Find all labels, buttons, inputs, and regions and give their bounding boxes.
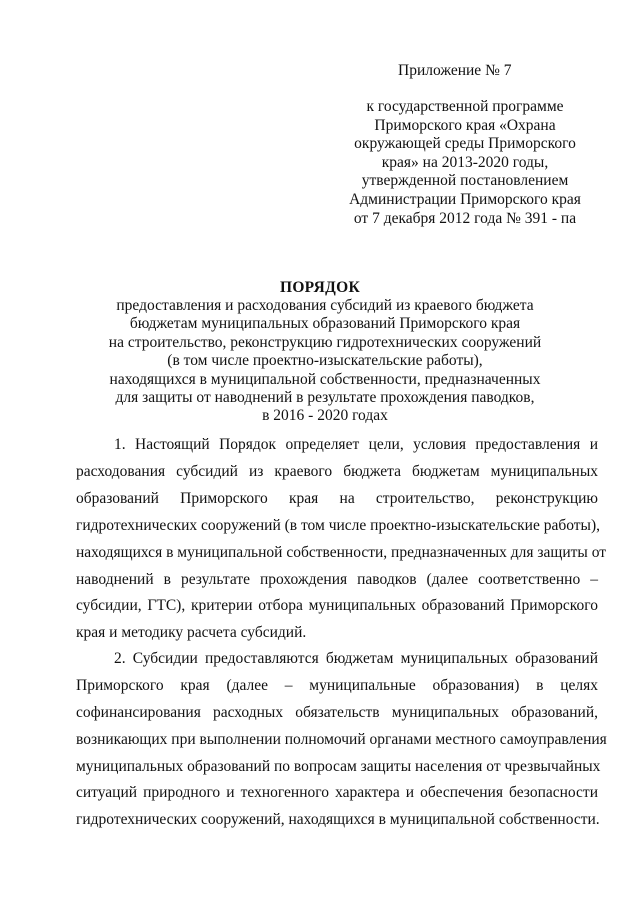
paragraph-1-line: наводнений в результате прохождения паводков (далее соответственно – (76, 571, 598, 588)
appendix-line: Администрации Приморского края (349, 190, 581, 208)
paragraph-2-line: возникающих при выполнении полномочий органами местного самоуправления (76, 731, 607, 748)
appendix-line: края» на 2013-2020 годы, (381, 153, 549, 171)
appendix-line: к государственной программе (366, 98, 564, 115)
paragraph-1-line: края и методику расчета субсидий. (76, 624, 307, 641)
appendix-line: Приморского края «Охрана (374, 116, 556, 134)
appendix-line: от 7 декабря 2012 года № 391 - па (353, 209, 577, 227)
subtitle-line: на строительство, реконструкцию гидротехнических сооружений (108, 333, 542, 351)
paragraph-1-line: образований Приморского края на строительство, реконструкцию (76, 490, 598, 507)
paragraph-1-line: находящихся в муниципальной собственности, предназначенных для защиты от (76, 544, 607, 561)
document-subtitle (80, 297, 570, 426)
appendix-line: утвержденной постановлением (361, 172, 569, 190)
paragraph-1-line: гидротехнических сооружений (в том числе проектно-изыскательские работы), (76, 517, 601, 534)
paragraph-1-line: расходования субсидий из краевого бюджета бюджетам муниципальных (76, 463, 598, 480)
paragraph-2-line: софинансирования расходных обязательств муниципальных образований, (76, 704, 598, 721)
appendix-line: окружающей среды Приморского (354, 135, 576, 153)
paragraph-1-line: субсидии, ГТС), критерии отбора муниципальных образований Приморского (76, 597, 598, 614)
subtitle-line: для защиты от наводнений в результате прохождения паводков, (115, 389, 535, 407)
paragraph-1-line: 1. Настоящий Порядок определяет цели, условия предоставления и (114, 436, 598, 453)
appendix-reference (320, 98, 610, 228)
paragraph-2-line: муниципальных образований по вопросам защиты населения от чрезвычайных (76, 758, 601, 775)
subtitle-line: предоставления и расходования субсидий из краевого бюджета (116, 297, 534, 314)
document-title: ПОРЯДОК (279, 279, 361, 296)
paragraph-2-line: ситуаций природного и техногенного характера и обеспечения безопасности (76, 784, 598, 801)
subtitle-line: в 2016 - 2020 годах (262, 407, 388, 425)
subtitle-line: (в том числе проектно-изыскательские работы), (167, 352, 483, 370)
paragraph-2-line: 2. Субсидии предоставляются бюджетам муниципальных образований (114, 650, 598, 667)
subtitle-line: бюджетам муниципальных образований Приморского края (129, 315, 521, 333)
subtitle-line: находящихся в муниципальной собственности, предназначенных (109, 370, 541, 388)
paragraph-2-line: гидротехнических сооружений, находящихся в муниципальной собственности. (76, 811, 600, 828)
appendix-number: Приложение № 7 (398, 62, 512, 79)
paragraph-2-line: Приморского края (далее – муниципальные образования) в целях (76, 677, 598, 694)
